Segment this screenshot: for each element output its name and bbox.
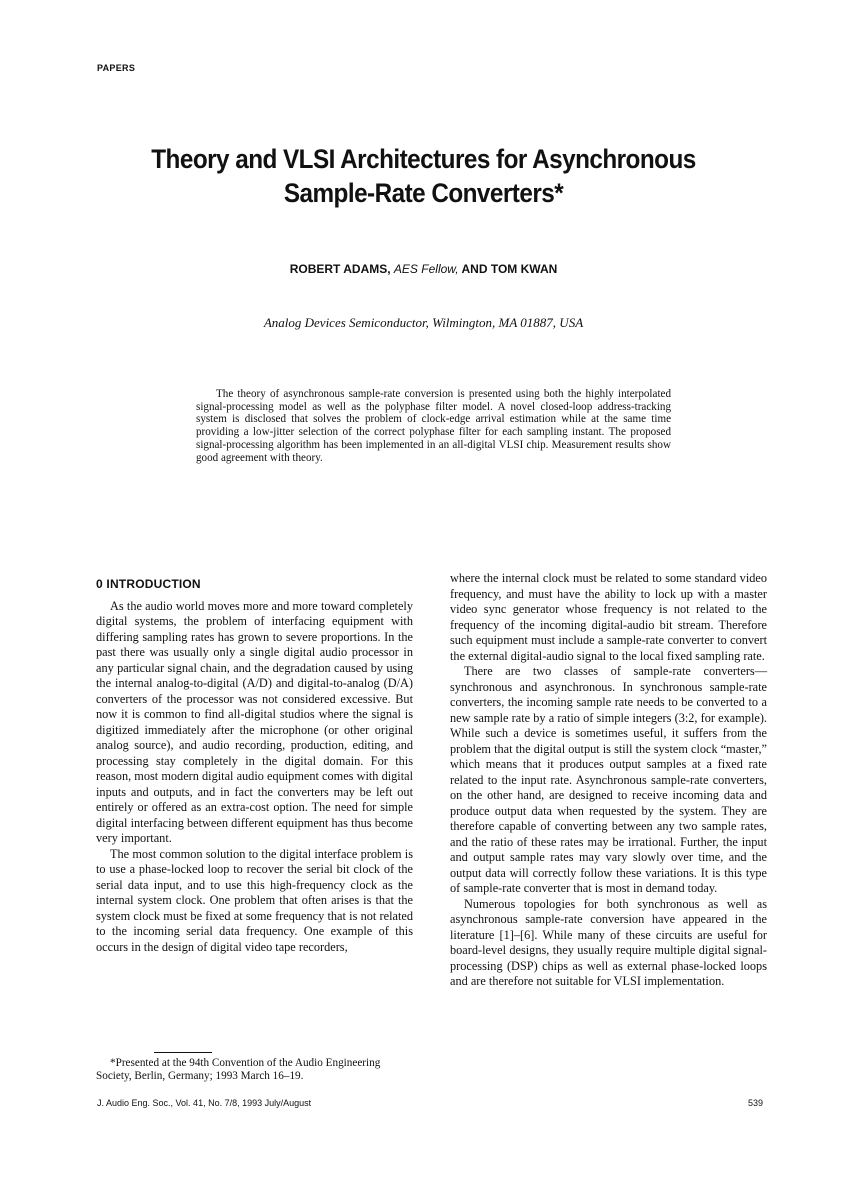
paper-title	[42, 142, 804, 210]
paragraph: There are two classes of sample-rate converters—synchronous and asynchronous. In synchronous sample-rate converters, the incoming sample rate needs to be converted to a new sample rate by a ratio of simple integers (3:2, for example). While such a device is sometimes useful, it suffers from the problem that the digital output is still the system clock “master,” which means that it produces output samples at a fixed rate related to the input rate. Asynchronous sample-rate converters, on the other hand, are designed to receive incoming data and produce output data when requested by the system. They are therefore capable of converting between any two sample rates, and the ratio of these rates may be irrational. Further, the input and output sample rates may vary slowly over time, and the output data will correctly follow these variations. It is this type of sample-rate converter that is most in demand today.	[450, 664, 767, 895]
body-column-right	[450, 571, 767, 990]
page-number: 539	[748, 1098, 764, 1108]
section-label: PAPERS	[97, 63, 136, 73]
paper-title-line-1: Theory and VLSI Architectures for Asynchronous	[151, 144, 696, 174]
journal-reference: J. Audio Eng. Soc., Vol. 41, No. 7/8, 1993 July/August	[97, 1098, 312, 1108]
author-name-1: ROBERT ADAMS,	[289, 262, 391, 276]
paper-title-line-2: Sample-Rate Converters*	[283, 178, 564, 208]
paragraph: As the audio world moves more and more toward completely digital systems, the problem of interfacing equipment with differing sampling rates has grown to severe proportions. In the past there was usually only a single digital audio processor in any particular signal chain, and the degradation caused by using the internal analog-to-digital (A/D) and digital-to-analog (D/A) converters of the processor was not considered excessive. But now it is common to find all-digital studios where the signal is digitized immediately after the microphone (or other original analog source), and audio recording, production, editing, and processing stay completely in the digital domain. For this reason, most modern digital audio equipment comes with digital inputs and outputs, and in fact the converters may be left out entirely or offered as an extra-cost option. The need for simple digital interfacing between different equipment has thus become very important.	[96, 598, 413, 845]
author-line	[0, 262, 847, 276]
section-heading: 0 INTRODUCTION	[96, 577, 201, 591]
affiliation: Analog Devices Semiconductor, Wilmington, MA 01887, USA	[263, 315, 584, 330]
abstract	[196, 388, 671, 464]
author-membership: AES Fellow,	[393, 262, 459, 276]
footnote-text: *Presented at the 94th Convention of the Audio Engineering Society, Berlin, Germany; 1993 March 16–19.	[96, 1057, 381, 1082]
footnote-divider	[154, 1052, 212, 1053]
abstract-text: The theory of asynchronous sample-rate conversion is presented using both the highly interpolated signal-processing model as well as the polyphase filter model. A novel closed-loop address-tracking system is disclosed that solves the problem of clock-edge arrival estimation while at the same time providing a low-jitter selection of the correct polyphase filter for each sampling instant. The proposed signal-processing algorithm has been implemented in an all-digital VLSI chip. Measurement results show good agreement with theory.	[196, 388, 671, 464]
paragraph: where the internal clock must be related to some standard video frequency, and must have the ability to lock up with a master video sync generator whose frequency is not related to the frequency of the incoming digital-audio bit stream. Therefore such equipment must include a sample-rate converter to convert the external digital-audio signal to the local fixed sampling rate.	[450, 571, 767, 663]
footnote	[96, 1057, 413, 1083]
body-column-left	[96, 575, 413, 955]
author-name-2: AND TOM KWAN	[461, 262, 558, 276]
paragraph: The most common solution to the digital interface problem is to use a phase-locked loop to recover the serial bit clock of the serial data input, and to use this high-frequency clock as the internal system clock. One problem that often arises is that the system clock must be fixed at some frequency that is not related to the incoming serial data frequency. One example of this occurs in the design of digital video tape recorders,	[96, 846, 413, 954]
paragraph: Numerous topologies for both synchronous as well as asynchronous sample-rate conversion have appeared in the literature [1]–[6]. While many of these circuits are useful for board-level designs, they usually require multiple digital signal-processing (DSP) chips as well as external phase-locked loops and are therefore not suitable for VLSI implementation.	[450, 896, 767, 988]
